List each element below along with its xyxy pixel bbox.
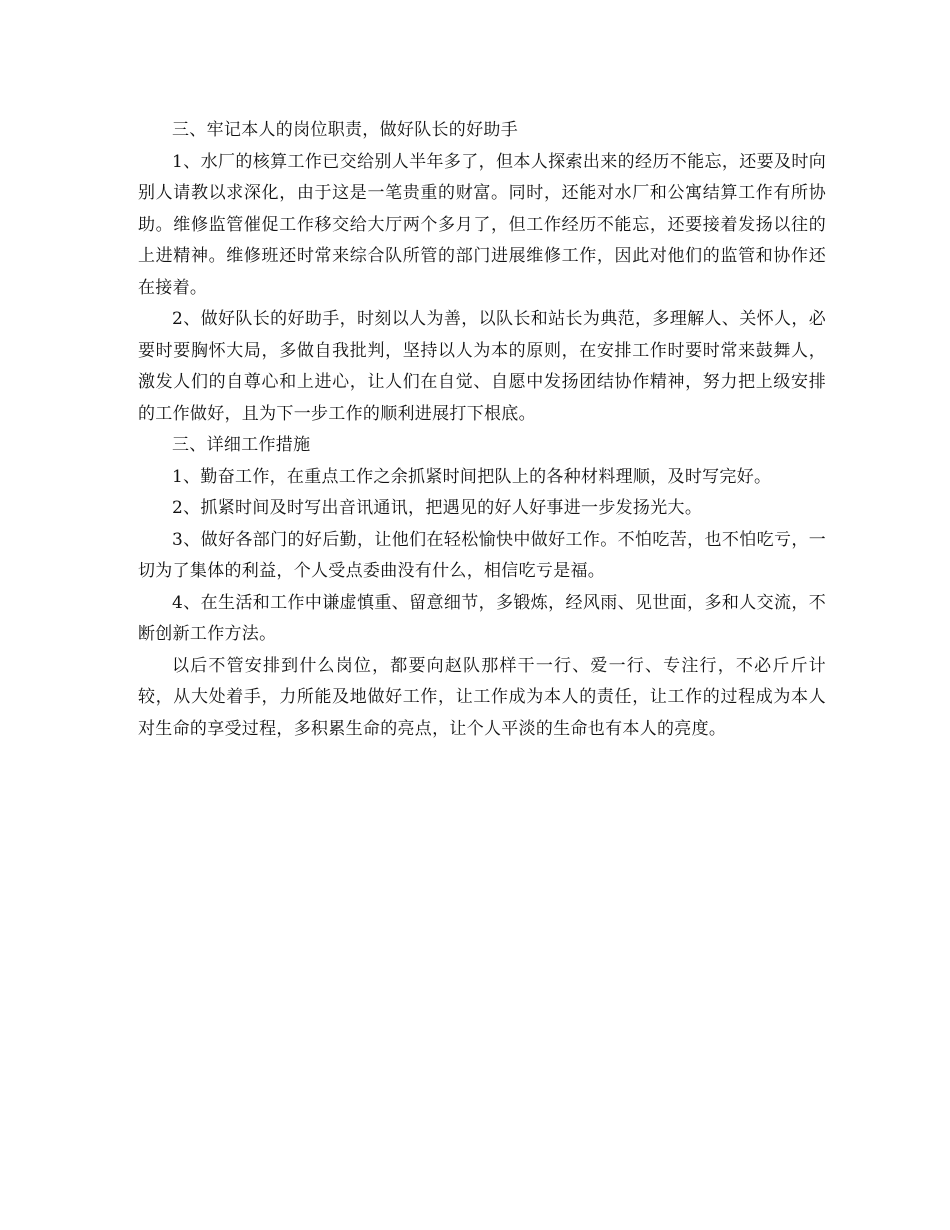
closing-paragraph: 以后不管安排到什么岗位，都要向赵队那样干一行、爱一行、专注行，不必斤斤计较，从大处着手，力所能及地做好工作，让工作成为本人的责任，让工作的过程成为本人对生命的享受过程，多积累生命的亮点，让个人平淡的生命也有本人的亮度。 [138,655,826,739]
paragraph-item-1: 1、水厂的核算工作已交给别人半年多了，但本人探索出来的经历不能忘，还要及时向别人请教以求深化，由于这是一笔贵重的财富。同时，还能对水厂和公寓结算工作有所协助。维修监管催促工作移交给大厅两个多月了，但工作经历不能忘，还要接着发扬以往的上进精神。维修班还时常来综合队所管的部门进展维修工作，因此对他们的监管和协作还在接着。 [138,151,826,298]
measure-item-3: 3、做好各部门的好后勤，让他们在轻松愉快中做好工作。不怕吃苦，也不怕吃亏，一切为了集体的利益，个人受点委曲没有什么，相信吃亏是福。 [138,529,826,581]
measure-item-4: 4、在生活和工作中谦虚慎重、留意细节，多锻炼，经风雨、见世面，多和人交流，不断创新工作方法。 [138,592,826,644]
measure-item-1: 1、勤奋工作，在重点工作之余抓紧时间把队上的各种材料理顺，及时写完好。 [172,466,772,487]
section-heading-duties: 三、牢记本人的岗位职责，做好队长的好助手 [172,120,518,140]
section-heading-measures: 三、详细工作措施 [172,435,311,455]
paragraph-item-2: 2、做好队长的好助手，时刻以人为善，以队长和站长为典范，多理解人、关怀人，必要时要胸怀大局，多做自我批判，坚持以人为本的原则，在安排工作时要时常来鼓舞人，激发人们的自尊心和上进心，让人们在自觉、自愿中发扬团结协作精神，努力把上级安排的工作做好，且为下一步工作的顺利进展打下根底。 [138,309,826,424]
measure-item-2: 2、抓紧时间及时写出音讯通讯，把遇见的好人好事进一步发扬光大。 [172,498,703,518]
document-body [138,115,826,745]
